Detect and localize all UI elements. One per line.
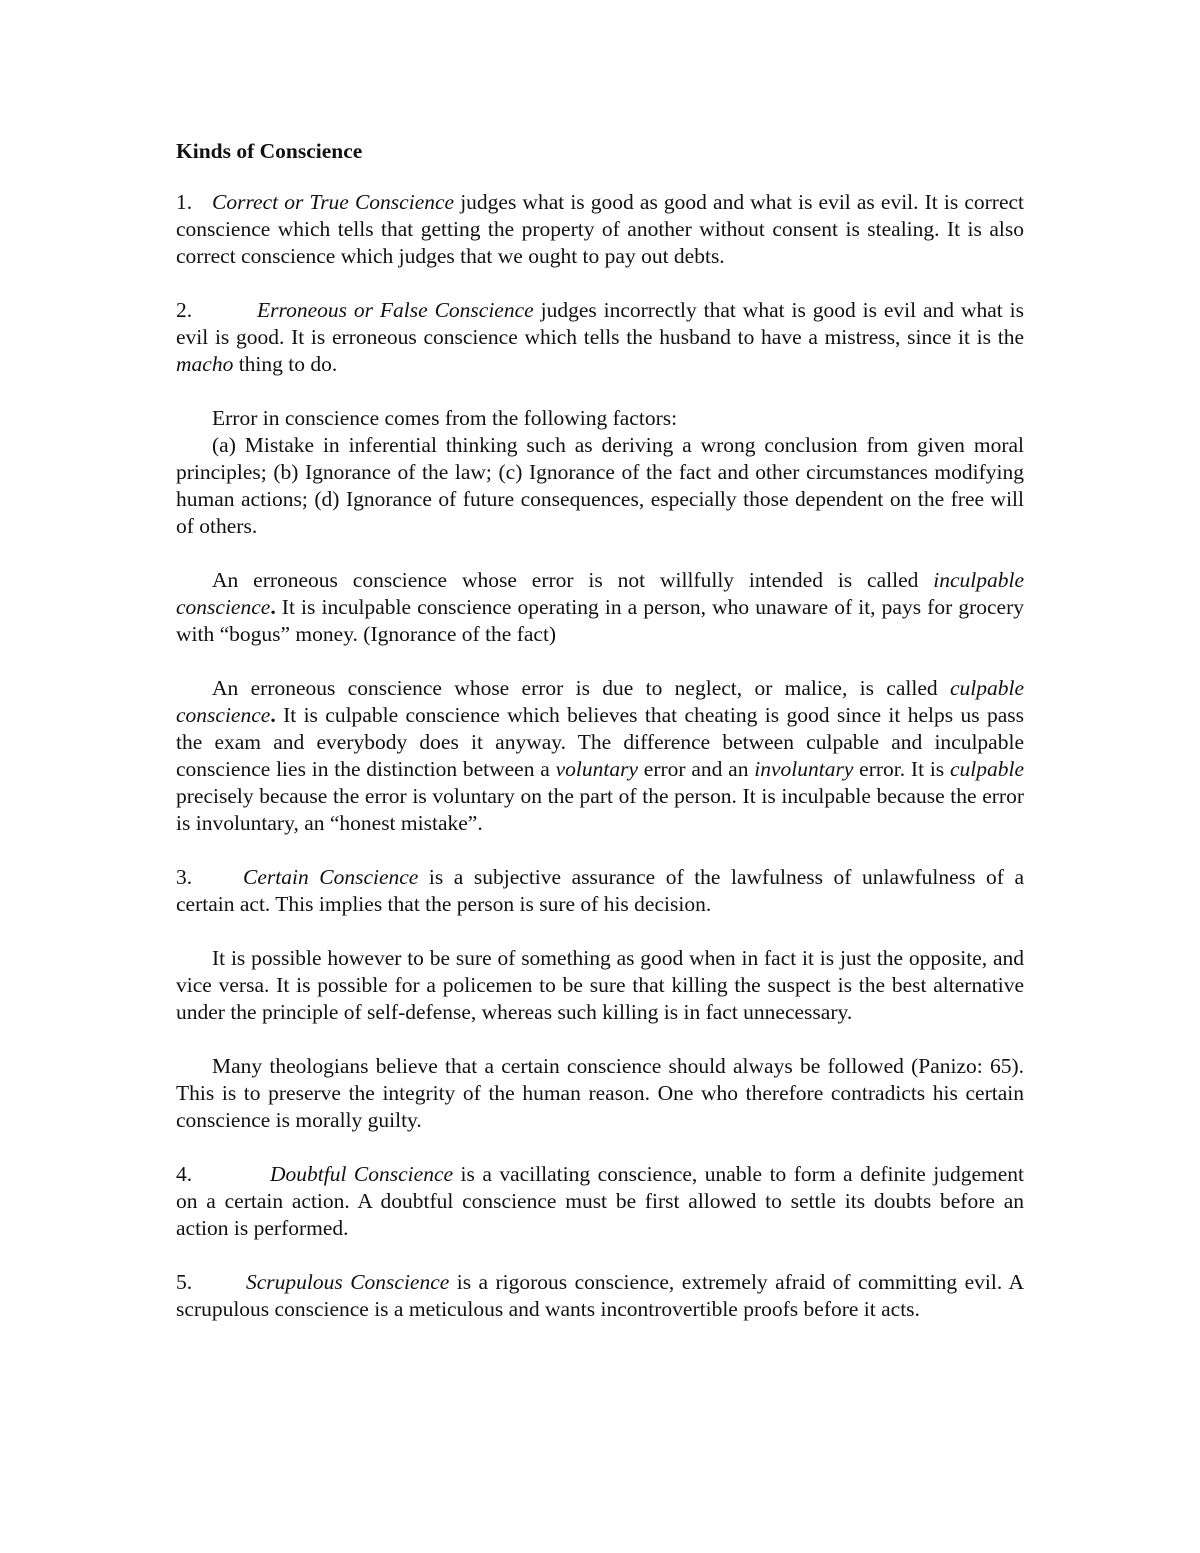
bold-period: . <box>270 595 276 619</box>
section-text: judges what is good as good and what is evil as evil. It is correct conscience which tells that getting the property of another without consent is stealing. It is also correct conscience which judges that we ought to pay out debts. <box>176 190 1025 268</box>
section-scrupulous-conscience <box>176 1269 1024 1323</box>
section-text: is a subjective assurance of the lawfulness of unlawfulness of a certain act. This implies that the person is sure of his decision. <box>176 865 1024 916</box>
paragraph-inculpable <box>176 567 1024 648</box>
section-erroneous-conscience <box>176 297 1024 378</box>
section-correct-conscience <box>176 189 1024 270</box>
section-number: 3. <box>176 865 193 889</box>
section-number: 5. <box>176 1270 193 1294</box>
paragraph-text: It is culpable conscience which believes that cheating is good since it helps us pass the exam and everybody does it anyway. The difference between culpable and inculpable conscience lies in the distinction between a <box>176 703 1024 781</box>
term-erroneous-conscience: Erroneous or False Conscience <box>257 298 534 322</box>
document-page <box>176 138 1024 1350</box>
paragraph-text: error and an <box>638 757 755 781</box>
paragraph-possible: It is possible however to be sure of something as good when in fact it is just the opposite, and vice versa. It is possible for a policemen to be sure that killing the suspect is the best alternative under the principle of self-defense, whereas such killing is in fact unnecessary. <box>176 946 1024 1024</box>
paragraph-text: precisely because the error is voluntary on the part of the person. It is inculpable because the error is involuntary, an “honest mistake”. <box>176 784 1024 835</box>
paragraph-culpable <box>176 675 1024 837</box>
term-inculpable-conscience: inculpable conscience <box>176 568 1024 619</box>
paragraph-text: It is inculpable conscience operating in a person, who unaware of it, pays for grocery with “bogus” money. (Ignorance of the fact) <box>176 595 1024 646</box>
term-culpable-conscience: culpable conscience <box>176 676 1024 727</box>
paragraph-text: An erroneous conscience whose error is due to neglect, or malice, is called <box>212 676 950 700</box>
document-title: Kinds of Conscience <box>176 139 363 163</box>
section-doubtful-conscience <box>176 1161 1024 1242</box>
section-certain-conscience <box>176 864 1024 918</box>
section-text: thing to do. <box>233 352 338 376</box>
emphasis-involuntary: involuntary <box>754 757 854 781</box>
section-text: is a rigorous conscience, extremely afraid of committing evil. A scrupulous conscience is a meticulous and wants incontrovertible proofs before it acts. <box>176 1270 1024 1321</box>
paragraph-theologians: Many theologians believe that a certain conscience should always be followed (Panizo: 65). This is to preserve the integrity of the human reason. One who therefore contradicts his certain conscience is morally guilty. <box>176 1054 1024 1132</box>
term-doubtful-conscience: Doubtful Conscience <box>270 1162 454 1186</box>
section-text: judges incorrectly that what is good is evil and what is evil is good. It is erroneous conscience which tells the husband to have a mistress, since it is the <box>176 298 1024 349</box>
emphasis-macho: macho <box>176 352 234 376</box>
term-certain-conscience: Certain Conscience <box>243 865 419 889</box>
factors-list: (a) Mistake in inferential thinking such as deriving a wrong conclusion from given moral principles; (b) Ignorance of the law; (c) Ignorance of the fact and other circumstances modifying human actions; (d) Ignorance of future consequences, especially those dependent on the free will of others. <box>176 433 1024 538</box>
emphasis-voluntary: voluntary <box>555 757 638 781</box>
section-text: is a vacillating conscience, unable to form a definite judgement on a certain action. A doubtful conscience must be first allowed to settle its doubts before an action is performed. <box>176 1162 1024 1240</box>
paragraph-text: An erroneous conscience whose error is not willfully intended is called <box>212 568 934 592</box>
paragraph-text: error. It is <box>853 757 950 781</box>
section-number: 4. <box>176 1162 193 1186</box>
section-number: 2. <box>176 298 193 322</box>
bold-period: . <box>270 703 276 727</box>
emphasis-culpable: culpable <box>949 757 1024 781</box>
section-number: 1. <box>176 190 193 214</box>
term-scrupulous-conscience: Scrupulous Conscience <box>246 1270 450 1294</box>
term-correct-conscience: Correct or True Conscience <box>212 190 455 214</box>
factors-intro: Error in conscience comes from the following factors: <box>212 406 678 430</box>
